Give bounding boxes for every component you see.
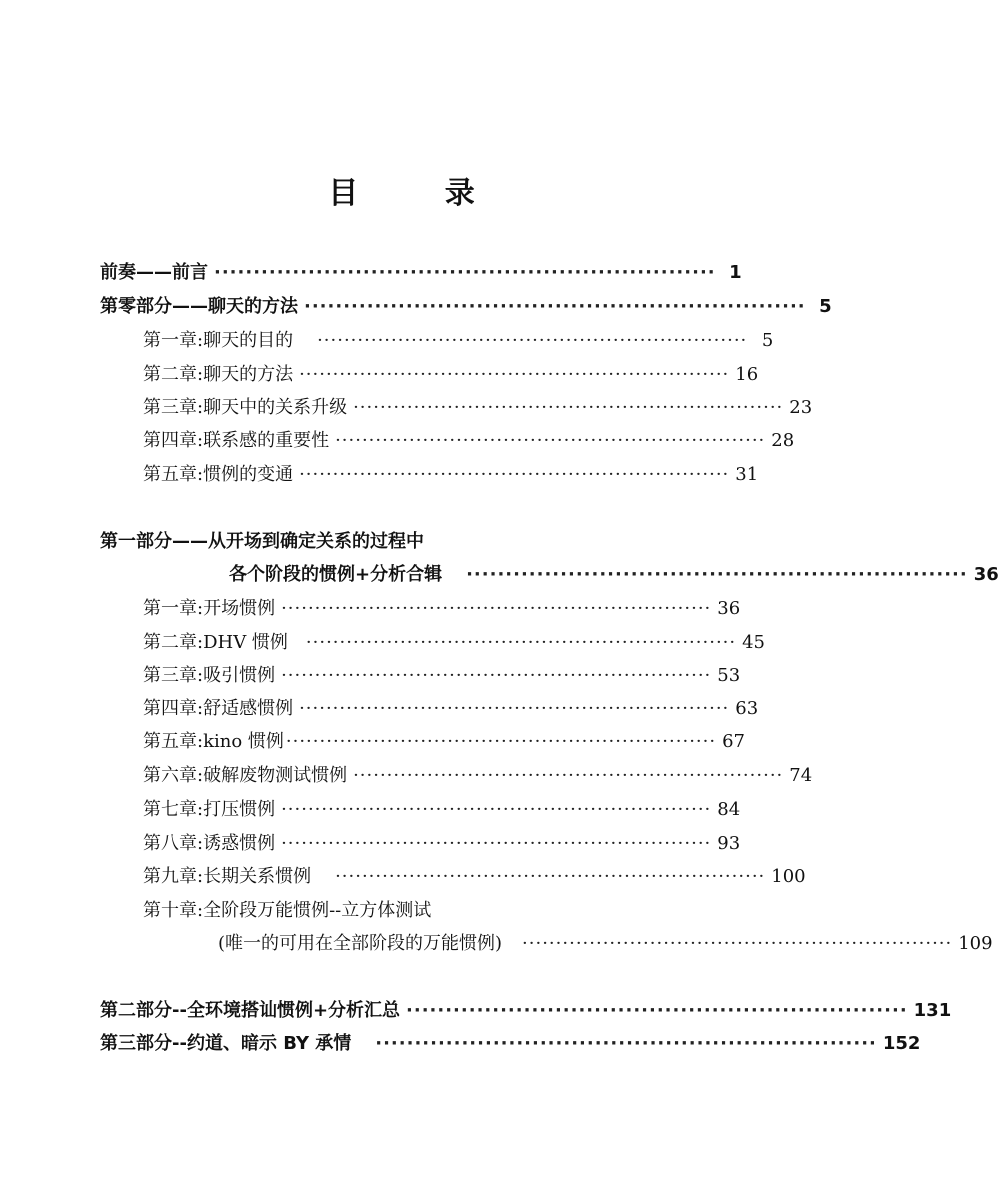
leader-dots: ································································ (353, 765, 784, 786)
toc-page: 1 (729, 262, 742, 283)
toc-page: 100 (771, 866, 806, 887)
toc-label: 前奏——前言 (100, 262, 208, 283)
toc-page: 53 (717, 665, 741, 686)
leader-dots: ································································ (375, 1033, 877, 1054)
toc-entry-chapter[interactable] (143, 596, 741, 622)
toc-label: 第二章:聊天的方法 (143, 364, 294, 385)
leader-dots: ································································ (522, 933, 953, 954)
toc-entry-prelude[interactable] (100, 260, 742, 286)
toc-label: 第三章:聊天中的关系升级 (143, 397, 348, 418)
leader-dots: ································································ (285, 731, 717, 752)
toc-entry-chapter-cont[interactable] (218, 931, 993, 957)
leader-dots: ································································ (466, 564, 968, 585)
toc-page: 36 (717, 598, 741, 619)
leader-dots: ································································ (299, 464, 730, 485)
toc-page: 109 (958, 933, 993, 954)
toc-label: 第八章:诱惑惯例 (143, 833, 276, 854)
leader-dots: ································································ (335, 430, 766, 451)
toc-page: 131 (913, 1000, 952, 1021)
leader-dots: ································································ (353, 397, 784, 418)
leader-dots: ································································ (214, 262, 716, 283)
toc-entry-chapter[interactable] (143, 395, 813, 421)
toc-label: (唯一的可用在全部阶段的万能惯例) (218, 933, 503, 954)
leader-dots: ································································ (305, 632, 737, 653)
toc-entry-chapter[interactable] (143, 630, 766, 656)
toc-label: 第二章:DHV 惯例 (143, 632, 288, 653)
toc-page: 84 (717, 799, 741, 820)
toc-entry-part-2[interactable] (100, 998, 952, 1024)
leader-dots: ································································ (299, 698, 730, 719)
leader-dots: ································································ (281, 833, 712, 854)
toc-entry-chapter[interactable] (143, 462, 759, 488)
leader-dots: ································································ (304, 296, 806, 317)
toc-entry-part-1[interactable] (100, 529, 424, 555)
toc-page: 16 (735, 364, 759, 385)
toc-label: 第四章:舒适感惯例 (143, 698, 294, 719)
toc-entry-part-1-cont[interactable] (229, 562, 999, 588)
toc-entry-chapter[interactable] (143, 663, 741, 689)
leader-dots: ································································ (281, 799, 712, 820)
toc-label: 第三章:吸引惯例 (143, 665, 276, 686)
toc-label: 第五章:kino 惯例 (143, 731, 284, 752)
toc-entry-chapter[interactable] (143, 763, 813, 789)
toc-page: 31 (735, 464, 759, 485)
leader-dots: ································································ (335, 866, 766, 887)
leader-dots: ································································ (299, 364, 730, 385)
toc-page: 45 (742, 632, 766, 653)
toc-label: 第五章:惯例的变通 (143, 464, 294, 485)
leader-dots: ································································ (281, 598, 712, 619)
toc-label: 第六章:破解废物测试惯例 (143, 765, 348, 786)
toc-entry-part-3[interactable] (100, 1031, 921, 1057)
toc-label: 第十章:全阶段万能惯例--立方体测试 (143, 900, 432, 921)
leader-dots: ································································ (281, 665, 712, 686)
toc-label: 第七章:打压惯例 (143, 799, 276, 820)
leader-dots: ································································ (317, 330, 748, 351)
toc-page: 28 (771, 430, 795, 451)
toc-label: 第一部分——从开场到确定关系的过程中 (100, 531, 424, 552)
toc-label: 第四章:联系感的重要性 (143, 430, 330, 451)
toc-label: 第三部分--约道、暗示 BY 承情 (100, 1033, 352, 1054)
toc-label: 第一章:聊天的目的 (143, 330, 294, 351)
toc-label: 第九章:长期关系惯例 (143, 866, 312, 887)
toc-page: 5 (761, 330, 774, 351)
toc-page: 74 (789, 765, 813, 786)
toc-entry-part-0[interactable] (100, 294, 832, 320)
toc-entry-chapter[interactable] (143, 864, 806, 890)
toc-page: 152 (882, 1033, 921, 1054)
toc-entry-chapter[interactable] (143, 831, 741, 857)
toc-entry-chapter[interactable] (143, 797, 741, 823)
toc-page: 67 (722, 731, 745, 752)
toc-page: 36 (973, 564, 999, 585)
toc-label: 各个阶段的惯例+分析合辑 (229, 564, 443, 585)
toc-page: 23 (789, 397, 813, 418)
toc-label: 第零部分——聊天的方法 (100, 296, 298, 317)
toc-entry-chapter[interactable] (143, 328, 774, 354)
toc-entry-chapter[interactable] (143, 898, 431, 924)
page-title: 目 录 (328, 176, 513, 211)
toc-entry-chapter[interactable] (143, 362, 759, 388)
toc-entry-chapter[interactable] (143, 729, 745, 755)
toc-page: 93 (717, 833, 741, 854)
toc-page: 5 (819, 296, 832, 317)
toc-label: 第一章:开场惯例 (143, 598, 276, 619)
toc-entry-chapter[interactable] (143, 428, 795, 454)
toc-entry-chapter[interactable] (143, 696, 759, 722)
toc-page: 63 (735, 698, 759, 719)
toc-label: 第二部分--全环境搭讪惯例+分析汇总 (100, 1000, 401, 1021)
leader-dots: ································································ (406, 1000, 908, 1021)
